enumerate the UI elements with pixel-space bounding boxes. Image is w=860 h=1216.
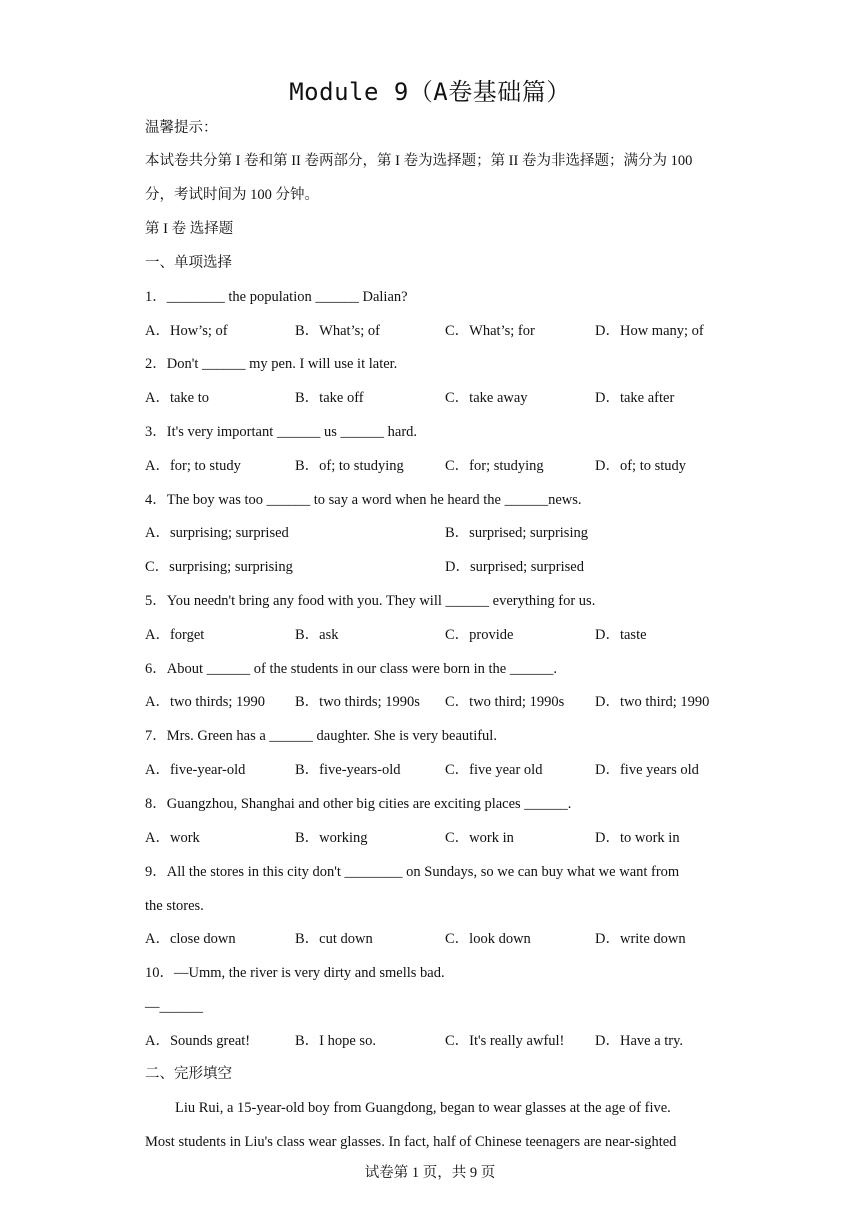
option-d: D．How many; of [595, 323, 704, 339]
passage-line-2: Most students in Liu's class wear glasses. In fact, half of Chinese teenagers are near-sighted [145, 1134, 677, 1150]
notice-line-2: 分，考试时间为 100 分钟。 [145, 187, 319, 203]
option-c: C．look down [445, 931, 531, 947]
option-c: C．five year old [445, 762, 543, 778]
option-d: D．two third; 1990 [595, 694, 710, 710]
option-b: B．What’s; of [295, 323, 380, 339]
option-b: B．ask [295, 627, 339, 643]
question-stem: 2．Don't ______ my pen. I will use it later. [145, 356, 398, 372]
option-d: D．of; to study [595, 458, 687, 474]
question-stem: 3．It's very important ______ us ______ hard. [145, 424, 418, 440]
option-b: B．I hope so. [295, 1033, 376, 1049]
option-b: B．five-years-old [295, 762, 401, 778]
option-a: A．two thirds; 1990 [145, 694, 266, 710]
question-stem: 7．Mrs. Green has a ______ daughter. She is very beautiful. [145, 728, 497, 744]
question-stem: 4．The boy was too ______ to say a word when he heard the ______news. [145, 492, 582, 508]
question-stem-continued: the stores. [145, 898, 204, 914]
question-stem: 9．All the stores in this city don't ________ on Sundays, so we can buy what we want from [145, 864, 680, 880]
option-b: B．working [295, 830, 368, 846]
option-a: A．surprising; surprised [145, 525, 289, 541]
section-heading-cloze: 二、完形填空 [145, 1066, 232, 1082]
option-d: D．surprised; surprised [445, 559, 584, 575]
option-d: D．taste [595, 627, 647, 643]
question-stem: 5．You needn't bring any food with you. They will ______ everything for us. [145, 593, 596, 609]
option-c: C．two third; 1990s [445, 694, 565, 710]
option-a: A．work [145, 830, 200, 846]
question-answer-blank: —______ [145, 999, 203, 1015]
option-c: C．What’s; for [445, 323, 535, 339]
question-stem: 1．________ the population ______ Dalian? [145, 289, 408, 305]
passage-line-1: Liu Rui, a 15-year-old boy from Guangdong, began to wear glasses at the age of five. [175, 1100, 671, 1116]
notice-heading: 温馨提示： [145, 120, 218, 136]
question-stem: 8．Guangzhou, Shanghai and other big cities are exciting places ______. [145, 796, 572, 812]
option-d: D．five years old [595, 762, 699, 778]
page-title: Module 9（A卷基础篇） [289, 78, 571, 106]
option-b: B．take off [295, 390, 364, 406]
option-d: D．to work in [595, 830, 680, 846]
option-b: B．cut down [295, 931, 373, 947]
page-footer: 试卷第 1 页，共 9 页 [364, 1165, 496, 1181]
option-d: D．take after [595, 390, 675, 406]
option-c: C．work in [445, 830, 514, 846]
option-b: B．surprised; surprising [445, 525, 588, 541]
option-a: A．How’s; of [145, 323, 228, 339]
option-a: A．close down [145, 931, 236, 947]
part-heading: 第 I 卷 选择题 [145, 221, 234, 237]
option-a: A．for; to study [145, 458, 241, 474]
option-a: A．Sounds great! [145, 1033, 251, 1049]
question-stem: 10．—Umm, the river is very dirty and smells bad. [145, 965, 445, 981]
option-c: C．It's really awful! [445, 1033, 565, 1049]
option-c: C．take away [445, 390, 528, 406]
option-a: A．take to [145, 390, 210, 406]
section-heading-choice: 一、单项选择 [145, 255, 232, 271]
option-d: D．Have a try. [595, 1033, 684, 1049]
option-d: D．write down [595, 931, 686, 947]
question-stem: 6．About ______ of the students in our class were born in the ______. [145, 661, 557, 677]
option-c: C．surprising; surprising [145, 559, 293, 575]
option-b: B．two thirds; 1990s [295, 694, 420, 710]
option-c: C．for; studying [445, 458, 544, 474]
option-a: A．five-year-old [145, 762, 246, 778]
option-b: B．of; to studying [295, 458, 404, 474]
option-c: C．provide [445, 627, 514, 643]
option-a: A．forget [145, 627, 205, 643]
notice-line-1: 本试卷共分第 I 卷和第 II 卷两部分，第 I 卷为选择题；第 II 卷为非选择题；满分为 100 [145, 153, 693, 169]
